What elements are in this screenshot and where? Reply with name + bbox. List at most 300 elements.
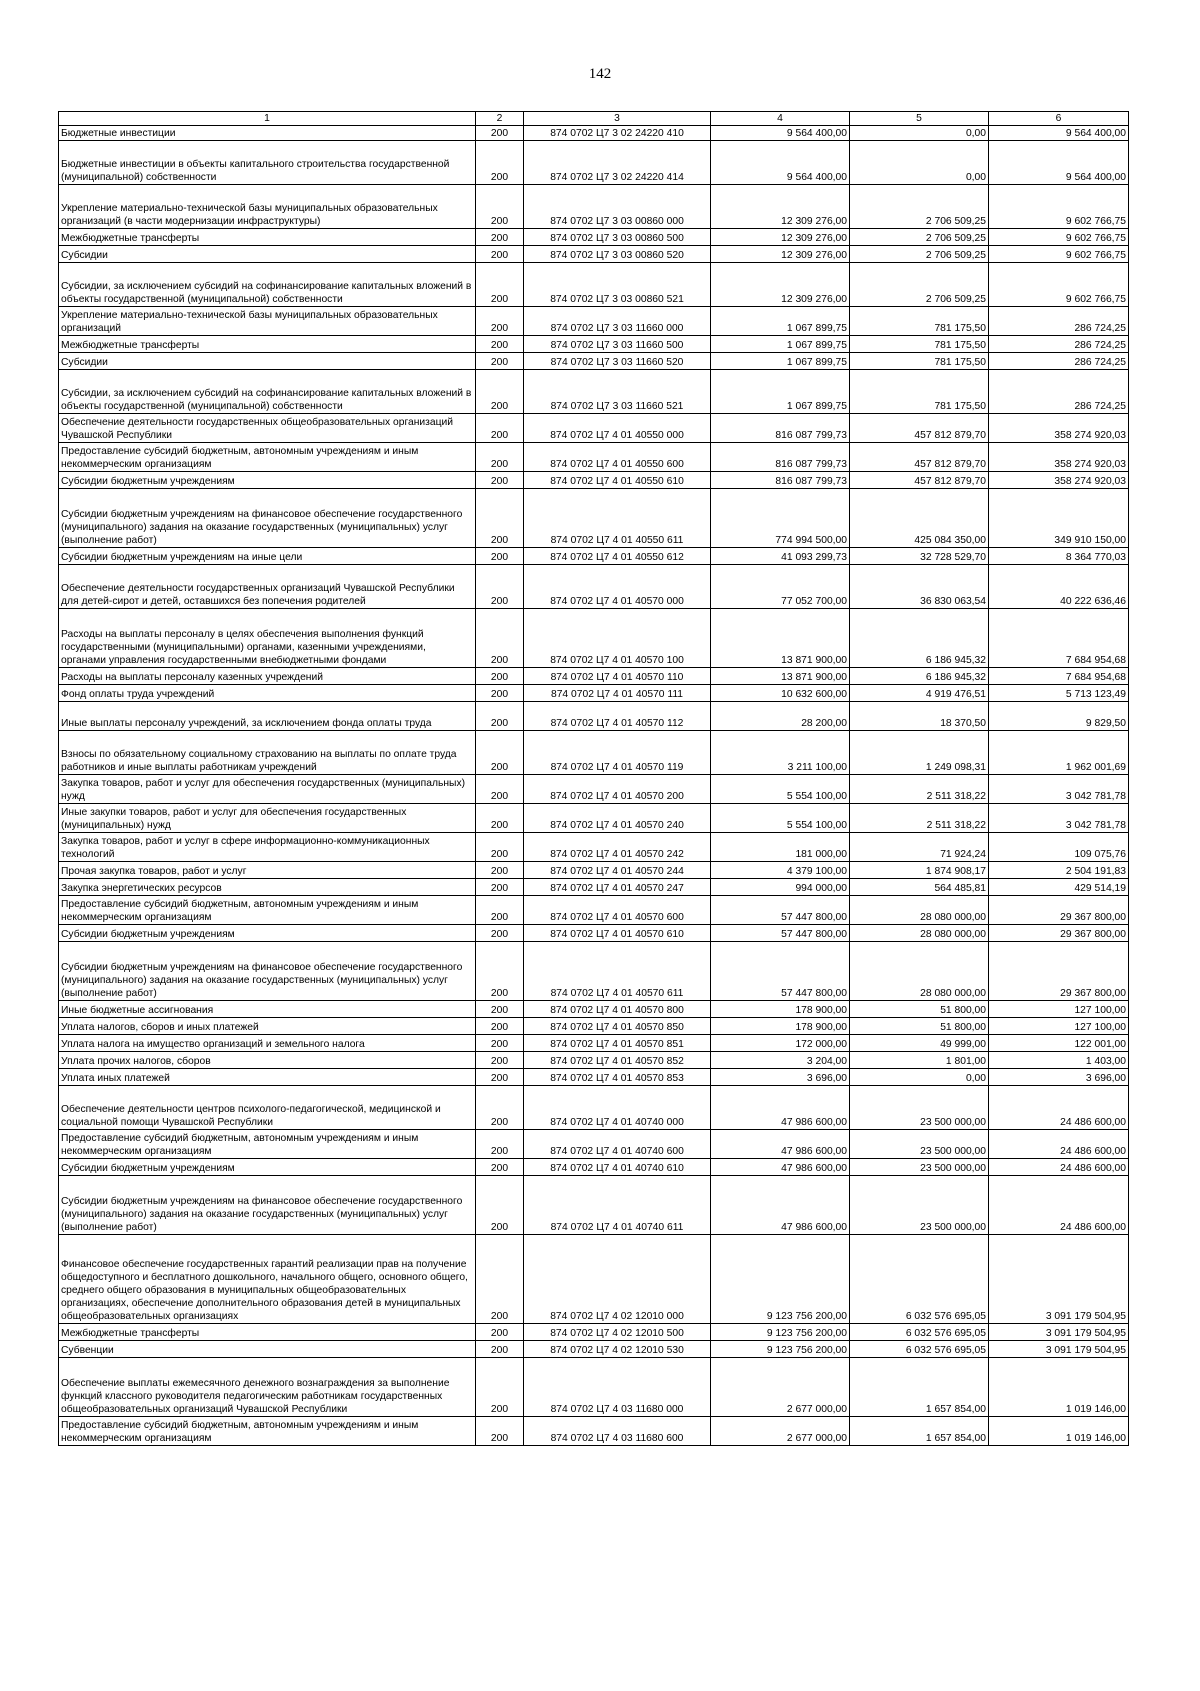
executed-amount: 23 500 000,00 bbox=[850, 1159, 989, 1176]
executed-amount: 6 032 576 695,05 bbox=[850, 1235, 989, 1324]
executed-amount: 1 249 098,31 bbox=[850, 731, 989, 775]
page-number: 142 bbox=[588, 66, 612, 82]
column-header: 4 bbox=[711, 112, 850, 126]
line-item-name: Закупка энергетических ресурсов bbox=[59, 879, 476, 896]
line-code: 200 bbox=[476, 896, 524, 925]
table-row bbox=[59, 263, 1129, 307]
line-code: 200 bbox=[476, 370, 524, 414]
line-item-name: Субсидии бюджетным учреждениям на иные цели bbox=[59, 548, 476, 565]
approved-amount: 181 000,00 bbox=[711, 833, 850, 862]
budget-classification-code: 874 0702 Ц7 4 01 40740 600 bbox=[524, 1130, 711, 1159]
budget-classification-code: 874 0702 Ц7 4 01 40570 000 bbox=[524, 565, 711, 609]
budget-classification-code: 874 0702 Ц7 4 01 40570 853 bbox=[524, 1069, 711, 1086]
line-item-name: Бюджетные инвестиции в объекты капитального строительства государственной (муниципальной) собственности bbox=[59, 141, 476, 185]
budget-classification-code: 874 0702 Ц7 4 01 40570 240 bbox=[524, 804, 711, 833]
approved-amount: 10 632 600,00 bbox=[711, 685, 850, 702]
budget-classification-code: 874 0702 Ц7 4 01 40740 000 bbox=[524, 1086, 711, 1130]
executed-amount: 23 500 000,00 bbox=[850, 1176, 989, 1235]
table-row bbox=[59, 731, 1129, 775]
executed-amount: 2 706 509,25 bbox=[850, 263, 989, 307]
executed-amount: 28 080 000,00 bbox=[850, 942, 989, 1001]
unexecuted-amount: 358 274 920,03 bbox=[989, 472, 1129, 489]
budget-classification-code: 874 0702 Ц7 4 03 11680 600 bbox=[524, 1417, 711, 1446]
table-row bbox=[59, 1086, 1129, 1130]
table-row bbox=[59, 1176, 1129, 1235]
budget-execution-table bbox=[58, 111, 1129, 1446]
table-row bbox=[59, 896, 1129, 925]
table-row bbox=[59, 336, 1129, 353]
line-code: 200 bbox=[476, 668, 524, 685]
line-item-name: Субсидии бюджетным учреждениям на финансовое обеспечение государственного (муниципального) задания на оказание государственных (муниципальных) услуг (выполнение работ) bbox=[59, 1176, 476, 1235]
line-code: 200 bbox=[476, 1358, 524, 1417]
line-item-name: Укрепление материально-технической базы муниципальных образовательных организаций bbox=[59, 307, 476, 336]
approved-amount: 178 900,00 bbox=[711, 1001, 850, 1018]
budget-classification-code: 874 0702 Ц7 4 01 40570 111 bbox=[524, 685, 711, 702]
approved-amount: 816 087 799,73 bbox=[711, 414, 850, 443]
table-row bbox=[59, 668, 1129, 685]
budget-classification-code: 874 0702 Ц7 4 01 40570 244 bbox=[524, 862, 711, 879]
budget-classification-code: 874 0702 Ц7 3 03 00860 000 bbox=[524, 185, 711, 229]
table-row bbox=[59, 353, 1129, 370]
line-item-name: Закупка товаров, работ и услуг для обеспечения государственных (муниципальных) нужд bbox=[59, 775, 476, 804]
executed-amount: 6 186 945,32 bbox=[850, 609, 989, 668]
executed-amount: 457 812 879,70 bbox=[850, 443, 989, 472]
column-header: 5 bbox=[850, 112, 989, 126]
approved-amount: 5 554 100,00 bbox=[711, 775, 850, 804]
line-code: 200 bbox=[476, 489, 524, 548]
table-row bbox=[59, 565, 1129, 609]
unexecuted-amount: 3 042 781,78 bbox=[989, 804, 1129, 833]
table-row bbox=[59, 414, 1129, 443]
approved-amount: 9 564 400,00 bbox=[711, 126, 850, 141]
unexecuted-amount: 1 019 146,00 bbox=[989, 1417, 1129, 1446]
line-item-name: Уплата налога на имущество организаций и земельного налога bbox=[59, 1035, 476, 1052]
approved-amount: 13 871 900,00 bbox=[711, 609, 850, 668]
unexecuted-amount: 349 910 150,00 bbox=[989, 489, 1129, 548]
line-code: 200 bbox=[476, 1018, 524, 1035]
executed-amount: 457 812 879,70 bbox=[850, 414, 989, 443]
line-item-name: Уплата налогов, сборов и иных платежей bbox=[59, 1018, 476, 1035]
budget-classification-code: 874 0702 Ц7 3 03 00860 520 bbox=[524, 246, 711, 263]
unexecuted-amount: 286 724,25 bbox=[989, 370, 1129, 414]
table-row bbox=[59, 879, 1129, 896]
line-item-name: Субсидии бюджетным учреждениям bbox=[59, 472, 476, 489]
budget-classification-code: 874 0702 Ц7 4 01 40570 112 bbox=[524, 702, 711, 731]
table-row bbox=[59, 443, 1129, 472]
approved-amount: 41 093 299,73 bbox=[711, 548, 850, 565]
budget-classification-code: 874 0702 Ц7 4 01 40570 242 bbox=[524, 833, 711, 862]
executed-amount: 2 511 318,22 bbox=[850, 804, 989, 833]
unexecuted-amount: 286 724,25 bbox=[989, 336, 1129, 353]
executed-amount: 4 919 476,51 bbox=[850, 685, 989, 702]
unexecuted-amount: 24 486 600,00 bbox=[989, 1176, 1129, 1235]
approved-amount: 994 000,00 bbox=[711, 879, 850, 896]
line-code: 200 bbox=[476, 307, 524, 336]
budget-classification-code: 874 0702 Ц7 4 03 11680 000 bbox=[524, 1358, 711, 1417]
executed-amount: 1 801,00 bbox=[850, 1052, 989, 1069]
line-item-name: Иные выплаты персоналу учреждений, за исключением фонда оплаты труда bbox=[59, 702, 476, 731]
column-header: 6 bbox=[989, 112, 1129, 126]
approved-amount: 816 087 799,73 bbox=[711, 443, 850, 472]
line-item-name: Субсидии бюджетным учреждениям bbox=[59, 1159, 476, 1176]
line-item-name: Предоставление субсидий бюджетным, автономным учреждениям и иным некоммерческим организациям bbox=[59, 443, 476, 472]
executed-amount: 71 924,24 bbox=[850, 833, 989, 862]
executed-amount: 51 800,00 bbox=[850, 1018, 989, 1035]
unexecuted-amount: 9 602 766,75 bbox=[989, 246, 1129, 263]
line-code: 200 bbox=[476, 1069, 524, 1086]
executed-amount: 6 186 945,32 bbox=[850, 668, 989, 685]
unexecuted-amount: 9 564 400,00 bbox=[989, 141, 1129, 185]
unexecuted-amount: 9 602 766,75 bbox=[989, 185, 1129, 229]
line-code: 200 bbox=[476, 126, 524, 141]
line-code: 200 bbox=[476, 1235, 524, 1324]
line-code: 200 bbox=[476, 702, 524, 731]
line-code: 200 bbox=[476, 548, 524, 565]
line-code: 200 bbox=[476, 925, 524, 942]
executed-amount: 49 999,00 bbox=[850, 1035, 989, 1052]
column-header: 2 bbox=[476, 112, 524, 126]
approved-amount: 3 211 100,00 bbox=[711, 731, 850, 775]
column-header: 3 bbox=[524, 112, 711, 126]
approved-amount: 2 677 000,00 bbox=[711, 1417, 850, 1446]
approved-amount: 172 000,00 bbox=[711, 1035, 850, 1052]
approved-amount: 1 067 899,75 bbox=[711, 370, 850, 414]
approved-amount: 28 200,00 bbox=[711, 702, 850, 731]
table-row bbox=[59, 775, 1129, 804]
line-item-name: Субсидии bbox=[59, 246, 476, 263]
line-item-name: Уплата прочих налогов, сборов bbox=[59, 1052, 476, 1069]
table-row bbox=[59, 833, 1129, 862]
line-item-name: Субсидии бюджетным учреждениям bbox=[59, 925, 476, 942]
unexecuted-amount: 1 403,00 bbox=[989, 1052, 1129, 1069]
line-code: 200 bbox=[476, 414, 524, 443]
table-row bbox=[59, 925, 1129, 942]
approved-amount: 1 067 899,75 bbox=[711, 353, 850, 370]
table-row bbox=[59, 126, 1129, 141]
approved-amount: 178 900,00 bbox=[711, 1018, 850, 1035]
executed-amount: 1 657 854,00 bbox=[850, 1417, 989, 1446]
line-item-name: Субсидии bbox=[59, 353, 476, 370]
line-code: 200 bbox=[476, 1324, 524, 1341]
executed-amount: 425 084 350,00 bbox=[850, 489, 989, 548]
line-item-name: Уплата иных платежей bbox=[59, 1069, 476, 1086]
line-item-name: Субсидии бюджетным учреждениям на финансовое обеспечение государственного (муниципального) задания на оказание государственных (муниципальных) услуг (выполнение работ) bbox=[59, 942, 476, 1001]
column-header: 1 bbox=[59, 112, 476, 126]
unexecuted-amount: 3 091 179 504,95 bbox=[989, 1341, 1129, 1358]
executed-amount: 2 706 509,25 bbox=[850, 246, 989, 263]
executed-amount: 6 032 576 695,05 bbox=[850, 1324, 989, 1341]
budget-classification-code: 874 0702 Ц7 4 01 40570 119 bbox=[524, 731, 711, 775]
line-code: 200 bbox=[476, 1001, 524, 1018]
line-code: 200 bbox=[476, 185, 524, 229]
line-item-name: Укрепление материально-технической базы муниципальных образовательных организаций (в части модернизации инфраструктуры) bbox=[59, 185, 476, 229]
budget-classification-code: 874 0702 Ц7 3 03 11660 500 bbox=[524, 336, 711, 353]
approved-amount: 3 696,00 bbox=[711, 1069, 850, 1086]
approved-amount: 77 052 700,00 bbox=[711, 565, 850, 609]
budget-classification-code: 874 0702 Ц7 3 03 11660 520 bbox=[524, 353, 711, 370]
line-item-name: Иные закупки товаров, работ и услуг для обеспечения государственных (муниципальных) нужд bbox=[59, 804, 476, 833]
line-item-name: Иные бюджетные ассигнования bbox=[59, 1001, 476, 1018]
line-item-name: Межбюджетные трансферты bbox=[59, 336, 476, 353]
line-item-name: Межбюджетные трансферты bbox=[59, 229, 476, 246]
budget-classification-code: 874 0702 Ц7 4 01 40550 000 bbox=[524, 414, 711, 443]
approved-amount: 12 309 276,00 bbox=[711, 229, 850, 246]
table-row bbox=[59, 804, 1129, 833]
line-code: 200 bbox=[476, 443, 524, 472]
budget-classification-code: 874 0702 Ц7 4 01 40570 247 bbox=[524, 879, 711, 896]
table-row bbox=[59, 489, 1129, 548]
unexecuted-amount: 358 274 920,03 bbox=[989, 414, 1129, 443]
line-code: 200 bbox=[476, 1130, 524, 1159]
line-code: 200 bbox=[476, 1417, 524, 1446]
table-row bbox=[59, 702, 1129, 731]
approved-amount: 12 309 276,00 bbox=[711, 246, 850, 263]
unexecuted-amount: 9 602 766,75 bbox=[989, 229, 1129, 246]
line-code: 200 bbox=[476, 1176, 524, 1235]
budget-classification-code: 874 0702 Ц7 3 02 24220 410 bbox=[524, 126, 711, 141]
executed-amount: 781 175,50 bbox=[850, 353, 989, 370]
unexecuted-amount: 127 100,00 bbox=[989, 1001, 1129, 1018]
executed-amount: 0,00 bbox=[850, 141, 989, 185]
unexecuted-amount: 29 367 800,00 bbox=[989, 925, 1129, 942]
table-row bbox=[59, 1052, 1129, 1069]
line-code: 200 bbox=[476, 1052, 524, 1069]
unexecuted-amount: 3 091 179 504,95 bbox=[989, 1324, 1129, 1341]
line-item-name: Субвенции bbox=[59, 1341, 476, 1358]
unexecuted-amount: 8 364 770,03 bbox=[989, 548, 1129, 565]
unexecuted-amount: 358 274 920,03 bbox=[989, 443, 1129, 472]
approved-amount: 774 994 500,00 bbox=[711, 489, 850, 548]
approved-amount: 9 564 400,00 bbox=[711, 141, 850, 185]
table-row bbox=[59, 609, 1129, 668]
table-row bbox=[59, 1035, 1129, 1052]
executed-amount: 781 175,50 bbox=[850, 336, 989, 353]
line-item-name: Субсидии, за исключением субсидий на софинансирование капитальных вложений в объекты государственной (муниципальной) собственности bbox=[59, 263, 476, 307]
executed-amount: 18 370,50 bbox=[850, 702, 989, 731]
unexecuted-amount: 1 962 001,69 bbox=[989, 731, 1129, 775]
line-code: 200 bbox=[476, 141, 524, 185]
unexecuted-amount: 9 829,50 bbox=[989, 702, 1129, 731]
line-code: 200 bbox=[476, 862, 524, 879]
budget-classification-code: 874 0702 Ц7 3 03 11660 000 bbox=[524, 307, 711, 336]
table-row bbox=[59, 370, 1129, 414]
budget-classification-code: 874 0702 Ц7 4 01 40570 200 bbox=[524, 775, 711, 804]
line-item-name: Прочая закупка товаров, работ и услуг bbox=[59, 862, 476, 879]
table-row bbox=[59, 246, 1129, 263]
table-row bbox=[59, 1358, 1129, 1417]
unexecuted-amount: 9 564 400,00 bbox=[989, 126, 1129, 141]
line-code: 200 bbox=[476, 1159, 524, 1176]
budget-classification-code: 874 0702 Ц7 3 02 24220 414 bbox=[524, 141, 711, 185]
line-item-name: Закупка товаров, работ и услуг в сфере информационно-коммуникационных технологий bbox=[59, 833, 476, 862]
table-row bbox=[59, 1069, 1129, 1086]
line-item-name: Фонд оплаты труда учреждений bbox=[59, 685, 476, 702]
executed-amount: 28 080 000,00 bbox=[850, 925, 989, 942]
executed-amount: 2 706 509,25 bbox=[850, 229, 989, 246]
unexecuted-amount: 3 696,00 bbox=[989, 1069, 1129, 1086]
unexecuted-amount: 24 486 600,00 bbox=[989, 1130, 1129, 1159]
line-item-name: Предоставление субсидий бюджетным, автономным учреждениям и иным некоммерческим организациям bbox=[59, 1417, 476, 1446]
budget-classification-code: 874 0702 Ц7 4 01 40550 611 bbox=[524, 489, 711, 548]
unexecuted-amount: 286 724,25 bbox=[989, 353, 1129, 370]
column-number-row bbox=[59, 112, 1129, 126]
budget-classification-code: 874 0702 Ц7 4 01 40570 610 bbox=[524, 925, 711, 942]
table-row bbox=[59, 185, 1129, 229]
executed-amount: 0,00 bbox=[850, 1069, 989, 1086]
approved-amount: 13 871 900,00 bbox=[711, 668, 850, 685]
approved-amount: 1 067 899,75 bbox=[711, 336, 850, 353]
executed-amount: 23 500 000,00 bbox=[850, 1130, 989, 1159]
line-code: 200 bbox=[476, 731, 524, 775]
budget-classification-code: 874 0702 Ц7 4 02 12010 000 bbox=[524, 1235, 711, 1324]
executed-amount: 23 500 000,00 bbox=[850, 1086, 989, 1130]
line-item-name: Бюджетные инвестиции bbox=[59, 126, 476, 141]
unexecuted-amount: 1 019 146,00 bbox=[989, 1358, 1129, 1417]
line-item-name: Обеспечение деятельности центров психолого-педагогической, медицинской и социальной помощи Чувашской Республики bbox=[59, 1086, 476, 1130]
unexecuted-amount: 40 222 636,46 bbox=[989, 565, 1129, 609]
table-row bbox=[59, 1235, 1129, 1324]
budget-classification-code: 874 0702 Ц7 4 01 40550 610 bbox=[524, 472, 711, 489]
line-code: 200 bbox=[476, 804, 524, 833]
budget-classification-code: 874 0702 Ц7 4 01 40570 800 bbox=[524, 1001, 711, 1018]
executed-amount: 2 511 318,22 bbox=[850, 775, 989, 804]
budget-classification-code: 874 0702 Ц7 4 01 40570 100 bbox=[524, 609, 711, 668]
table-row bbox=[59, 685, 1129, 702]
approved-amount: 5 554 100,00 bbox=[711, 804, 850, 833]
line-code: 200 bbox=[476, 565, 524, 609]
line-code: 200 bbox=[476, 1086, 524, 1130]
approved-amount: 57 447 800,00 bbox=[711, 942, 850, 1001]
line-code: 200 bbox=[476, 1035, 524, 1052]
line-item-name: Обеспечение деятельности государственных организаций Чувашской Республики для детей-сирот и детей, оставшихся без попечения родителей bbox=[59, 565, 476, 609]
unexecuted-amount: 122 001,00 bbox=[989, 1035, 1129, 1052]
executed-amount: 564 485,81 bbox=[850, 879, 989, 896]
line-item-name: Субсидии бюджетным учреждениям на финансовое обеспечение государственного (муниципального) задания на оказание государственных (муниципальных) услуг (выполнение работ) bbox=[59, 489, 476, 548]
line-item-name: Финансовое обеспечение государственных гарантий реализации прав на получение общедоступного и бесплатного дошкольного, начального общего, основного общего, среднего общего образования в муниципальных общеобразовательных организациях, обеспечение дополнительного образования детей в муниципальных общеобразовательных организациях bbox=[59, 1235, 476, 1324]
approved-amount: 57 447 800,00 bbox=[711, 896, 850, 925]
executed-amount: 32 728 529,70 bbox=[850, 548, 989, 565]
budget-classification-code: 874 0702 Ц7 4 01 40570 852 bbox=[524, 1052, 711, 1069]
line-code: 200 bbox=[476, 942, 524, 1001]
approved-amount: 47 986 600,00 bbox=[711, 1086, 850, 1130]
line-code: 200 bbox=[476, 609, 524, 668]
approved-amount: 4 379 100,00 bbox=[711, 862, 850, 879]
table-row bbox=[59, 1018, 1129, 1035]
executed-amount: 781 175,50 bbox=[850, 307, 989, 336]
budget-classification-code: 874 0702 Ц7 4 02 12010 500 bbox=[524, 1324, 711, 1341]
table-row bbox=[59, 307, 1129, 336]
unexecuted-amount: 7 684 954,68 bbox=[989, 609, 1129, 668]
executed-amount: 781 175,50 bbox=[850, 370, 989, 414]
table-row bbox=[59, 1159, 1129, 1176]
unexecuted-amount: 286 724,25 bbox=[989, 307, 1129, 336]
executed-amount: 457 812 879,70 bbox=[850, 472, 989, 489]
approved-amount: 12 309 276,00 bbox=[711, 263, 850, 307]
unexecuted-amount: 127 100,00 bbox=[989, 1018, 1129, 1035]
budget-classification-code: 874 0702 Ц7 4 01 40570 600 bbox=[524, 896, 711, 925]
executed-amount: 1 657 854,00 bbox=[850, 1358, 989, 1417]
unexecuted-amount: 3 042 781,78 bbox=[989, 775, 1129, 804]
line-item-name: Расходы на выплаты персоналу казенных учреждений bbox=[59, 668, 476, 685]
unexecuted-amount: 24 486 600,00 bbox=[989, 1086, 1129, 1130]
line-code: 200 bbox=[476, 263, 524, 307]
table-row bbox=[59, 1001, 1129, 1018]
approved-amount: 47 986 600,00 bbox=[711, 1159, 850, 1176]
approved-amount: 47 986 600,00 bbox=[711, 1176, 850, 1235]
executed-amount: 1 874 908,17 bbox=[850, 862, 989, 879]
unexecuted-amount: 2 504 191,83 bbox=[989, 862, 1129, 879]
unexecuted-amount: 7 684 954,68 bbox=[989, 668, 1129, 685]
unexecuted-amount: 109 075,76 bbox=[989, 833, 1129, 862]
table-row bbox=[59, 1341, 1129, 1358]
line-item-name: Взносы по обязательному социальному страхованию на выплаты по оплате труда работников и иные выплаты работникам учреждений bbox=[59, 731, 476, 775]
line-item-name: Обеспечение выплаты ежемесячного денежного вознаграждения за выполнение функций классного руководителя педагогическим работникам государственных общеобразовательных организаций Чувашской Республики bbox=[59, 1358, 476, 1417]
executed-amount: 0,00 bbox=[850, 126, 989, 141]
unexecuted-amount: 5 713 123,49 bbox=[989, 685, 1129, 702]
line-code: 200 bbox=[476, 833, 524, 862]
executed-amount: 28 080 000,00 bbox=[850, 896, 989, 925]
executed-amount: 51 800,00 bbox=[850, 1001, 989, 1018]
line-code: 200 bbox=[476, 879, 524, 896]
line-code: 200 bbox=[476, 246, 524, 263]
approved-amount: 9 123 756 200,00 bbox=[711, 1235, 850, 1324]
table-row bbox=[59, 862, 1129, 879]
line-code: 200 bbox=[476, 353, 524, 370]
budget-classification-code: 874 0702 Ц7 4 01 40570 611 bbox=[524, 942, 711, 1001]
budget-classification-code: 874 0702 Ц7 4 01 40550 612 bbox=[524, 548, 711, 565]
unexecuted-amount: 29 367 800,00 bbox=[989, 942, 1129, 1001]
budget-classification-code: 874 0702 Ц7 4 01 40740 610 bbox=[524, 1159, 711, 1176]
approved-amount: 2 677 000,00 bbox=[711, 1358, 850, 1417]
unexecuted-amount: 3 091 179 504,95 bbox=[989, 1235, 1129, 1324]
approved-amount: 12 309 276,00 bbox=[711, 185, 850, 229]
table-row bbox=[59, 548, 1129, 565]
line-code: 200 bbox=[476, 336, 524, 353]
line-code: 200 bbox=[476, 1341, 524, 1358]
line-item-name: Обеспечение деятельности государственных общеобразовательных организаций Чувашской Республики bbox=[59, 414, 476, 443]
approved-amount: 9 123 756 200,00 bbox=[711, 1324, 850, 1341]
budget-classification-code: 874 0702 Ц7 4 01 40740 611 bbox=[524, 1176, 711, 1235]
approved-amount: 3 204,00 bbox=[711, 1052, 850, 1069]
line-code: 200 bbox=[476, 775, 524, 804]
budget-classification-code: 874 0702 Ц7 4 01 40570 851 bbox=[524, 1035, 711, 1052]
budget-classification-code: 874 0702 Ц7 3 03 00860 500 bbox=[524, 229, 711, 246]
table-row bbox=[59, 942, 1129, 1001]
executed-amount: 2 706 509,25 bbox=[850, 185, 989, 229]
executed-amount: 36 830 063,54 bbox=[850, 565, 989, 609]
line-item-name: Предоставление субсидий бюджетным, автономным учреждениям и иным некоммерческим организациям bbox=[59, 1130, 476, 1159]
approved-amount: 57 447 800,00 bbox=[711, 925, 850, 942]
table-row bbox=[59, 472, 1129, 489]
budget-classification-code: 874 0702 Ц7 3 03 00860 521 bbox=[524, 263, 711, 307]
line-code: 200 bbox=[476, 685, 524, 702]
table-row bbox=[59, 1417, 1129, 1446]
budget-classification-code: 874 0702 Ц7 4 01 40550 600 bbox=[524, 443, 711, 472]
line-code: 200 bbox=[476, 229, 524, 246]
budget-classification-code: 874 0702 Ц7 4 02 12010 530 bbox=[524, 1341, 711, 1358]
approved-amount: 47 986 600,00 bbox=[711, 1130, 850, 1159]
table-row bbox=[59, 141, 1129, 185]
approved-amount: 1 067 899,75 bbox=[711, 307, 850, 336]
line-item-name: Расходы на выплаты персоналу в целях обеспечения выполнения функций государственными (муниципальными) органами, казенными учреждениями, органами управления государственными внебюджетными фондами bbox=[59, 609, 476, 668]
budget-classification-code: 874 0702 Ц7 4 01 40570 850 bbox=[524, 1018, 711, 1035]
table-row bbox=[59, 229, 1129, 246]
budget-classification-code: 874 0702 Ц7 4 01 40570 110 bbox=[524, 668, 711, 685]
budget-classification-code: 874 0702 Ц7 3 03 11660 521 bbox=[524, 370, 711, 414]
approved-amount: 9 123 756 200,00 bbox=[711, 1341, 850, 1358]
table-row bbox=[59, 1130, 1129, 1159]
line-item-name: Межбюджетные трансферты bbox=[59, 1324, 476, 1341]
